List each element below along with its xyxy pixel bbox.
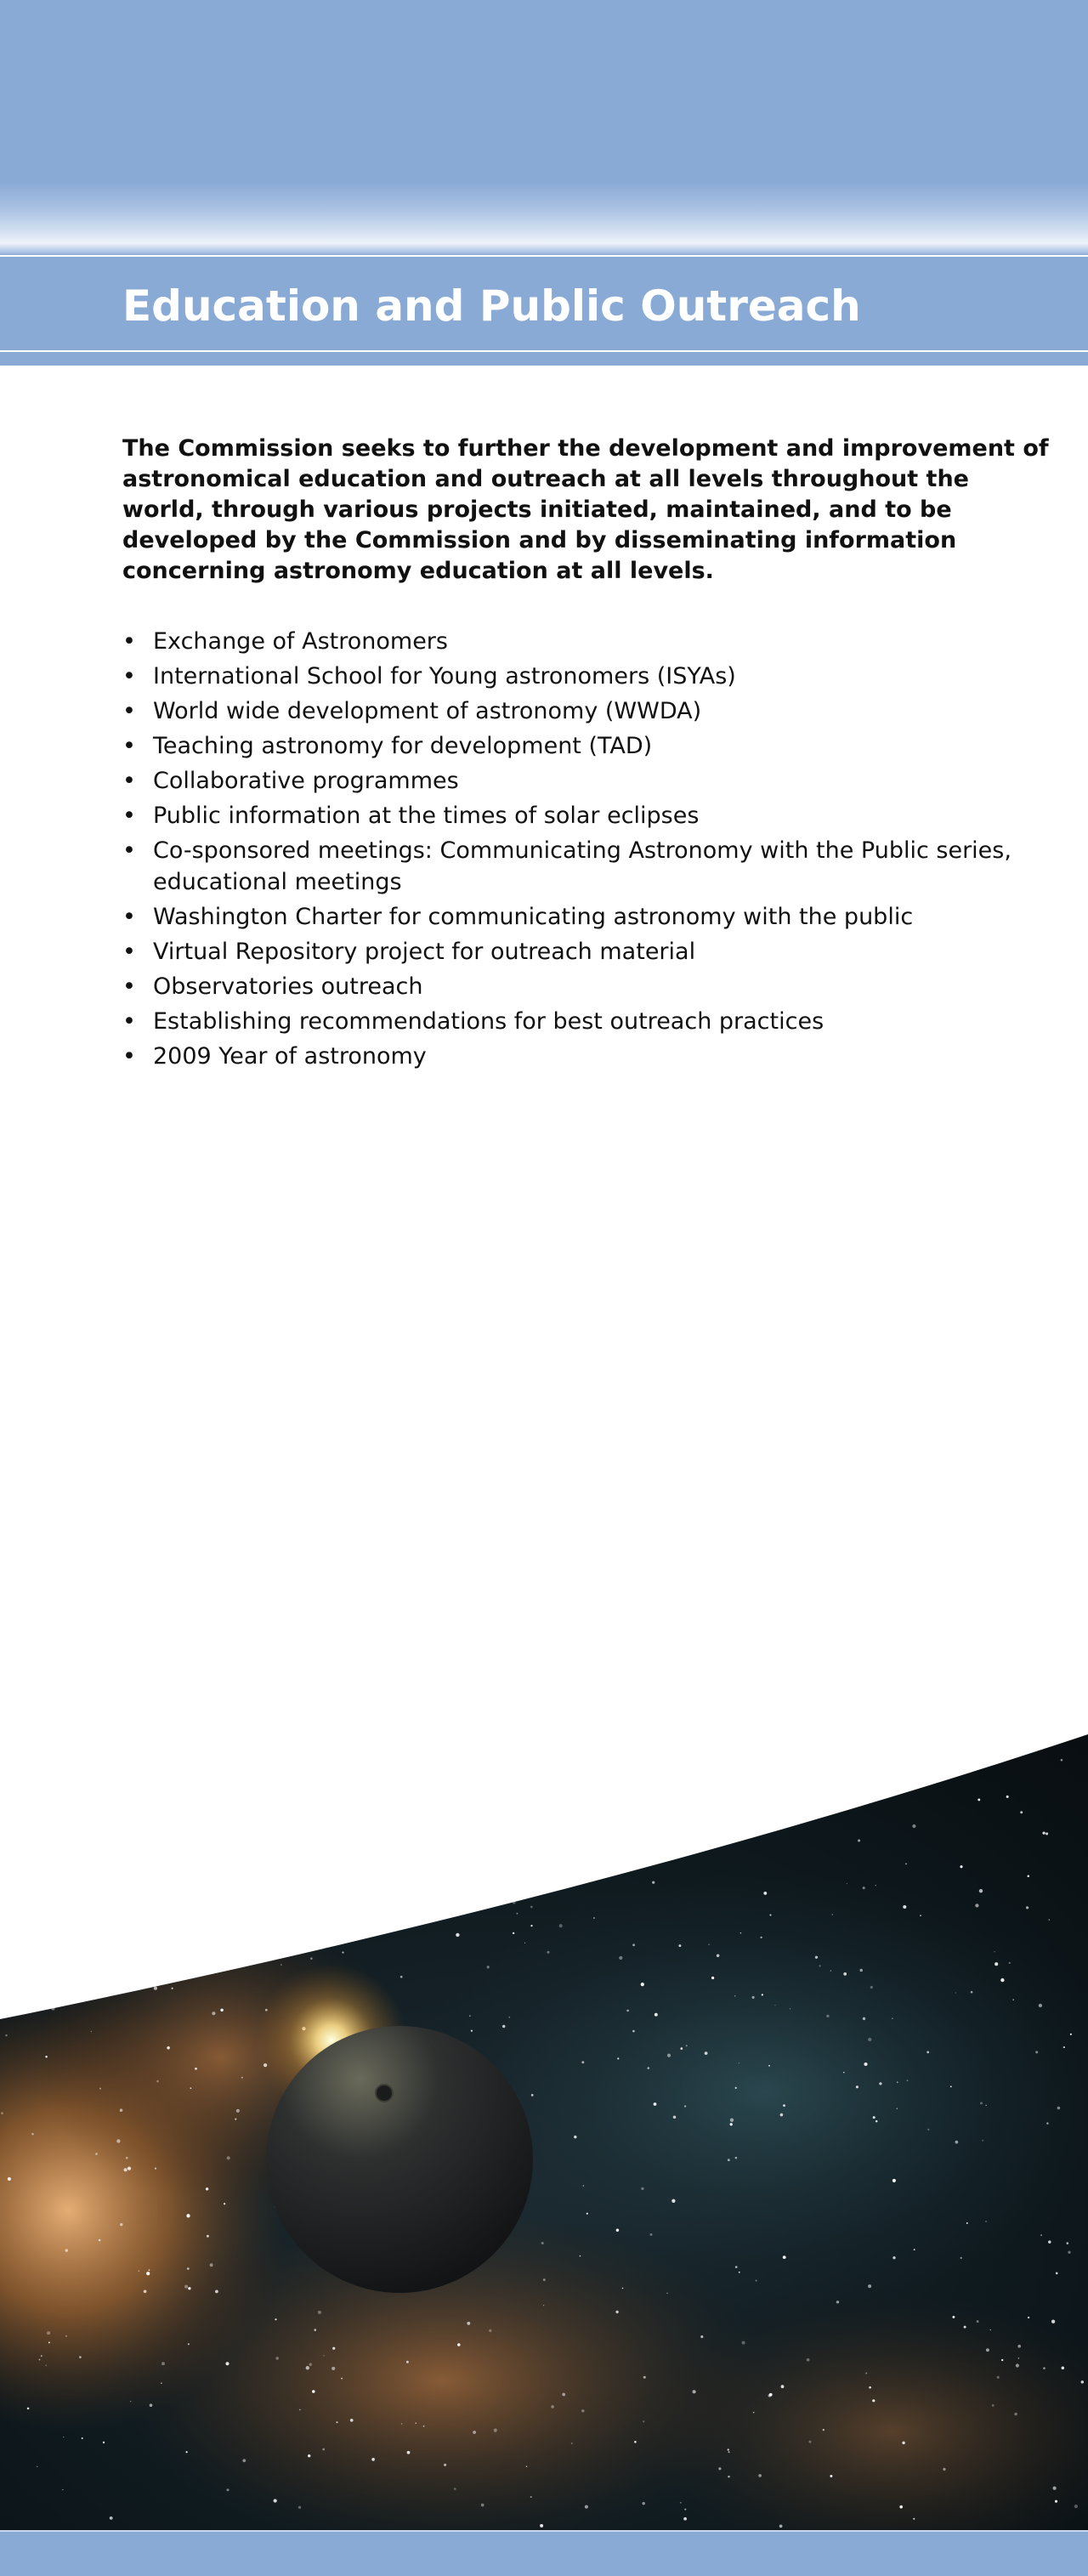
list-item-text: Establishing recommendations for best outreach practices bbox=[153, 1008, 824, 1035]
bullet-icon: • bbox=[122, 837, 136, 864]
list-item-text: Co-sponsored meetings: Communicating Astronomy with the Public series, educational meetings bbox=[153, 837, 1012, 895]
bullet-icon: • bbox=[122, 1043, 136, 1070]
list-item-text: International School for Young astronomers (ISYAs) bbox=[153, 663, 736, 689]
list-item bbox=[122, 800, 1049, 831]
intro-paragraph: The Commission seeks to further the development and improvement of astronomical education and outreach at all levels throughout the world, through various projects initiated, maintained, and to be developed by the Commission and by disseminating information concerning astronomy education at all levels. bbox=[122, 435, 1049, 584]
list-item bbox=[122, 661, 1049, 692]
bottom-strip bbox=[0, 2532, 1088, 2576]
list-item bbox=[122, 936, 1049, 967]
list-item-text: Collaborative programmes bbox=[153, 768, 459, 794]
list-item bbox=[122, 901, 1049, 933]
bullet-icon: • bbox=[122, 698, 136, 724]
content-section bbox=[122, 434, 1049, 1075]
bullet-icon: • bbox=[122, 939, 136, 965]
bullet-icon: • bbox=[122, 803, 136, 829]
list-item-text: Public information at the times of solar eclipses bbox=[153, 803, 700, 829]
list-item-text: Exchange of Astronomers bbox=[153, 628, 448, 655]
list-item bbox=[122, 730, 1049, 762]
space-illustration bbox=[0, 1734, 1088, 2533]
list-item bbox=[122, 765, 1049, 797]
bullet-icon: • bbox=[122, 973, 136, 1000]
list-item-text: Observatories outreach bbox=[153, 973, 423, 1000]
bullet-icon: • bbox=[122, 904, 136, 930]
page-title: Education and Public Outreach bbox=[122, 281, 861, 331]
bullet-icon: • bbox=[122, 768, 136, 794]
list-item-text: Washington Charter for communicating astronomy with the public bbox=[153, 904, 914, 930]
list-item-text: Teaching astronomy for development (TAD) bbox=[153, 733, 653, 759]
list-item bbox=[122, 1006, 1049, 1037]
list-item-text: Virtual Repository project for outreach material bbox=[153, 939, 696, 965]
bullet-icon: • bbox=[122, 663, 136, 689]
bullet-icon: • bbox=[122, 628, 136, 655]
list-item bbox=[122, 971, 1049, 1002]
bullet-icon: • bbox=[122, 733, 136, 759]
list-item-text: World wide development of astronomy (WWDA) bbox=[153, 698, 702, 724]
top-banner bbox=[0, 0, 1088, 255]
title-strip bbox=[0, 352, 1088, 366]
outreach-list bbox=[122, 626, 1049, 1072]
list-item bbox=[122, 626, 1049, 657]
list-item bbox=[122, 695, 1049, 727]
bullet-icon: • bbox=[122, 1008, 136, 1035]
list-item bbox=[122, 835, 1049, 898]
list-item-text: 2009 Year of astronomy bbox=[153, 1043, 427, 1070]
list-item bbox=[122, 1041, 1049, 1072]
